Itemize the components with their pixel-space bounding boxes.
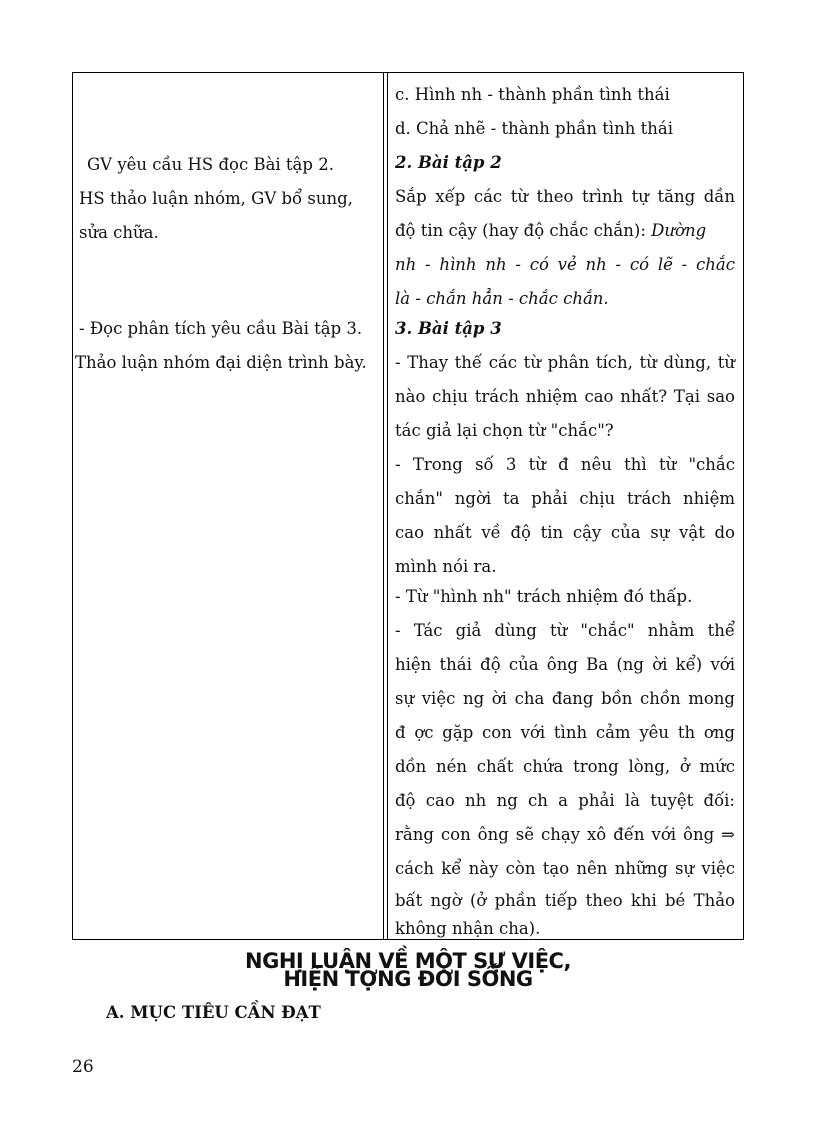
lesson-table <box>72 72 744 940</box>
column-divider-inner <box>387 73 388 939</box>
exercise-3-line: dồn nén chất chứa trong lòng, ở mức <box>395 757 735 776</box>
exercise-2-italic-line: là - chắn hẳn - chắc chắn. <box>395 289 609 308</box>
exercise-2-title: 2. Bài tập 2 <box>395 153 502 172</box>
left-text-line: - Đọc phân tích yêu cầu Bài tập 3. <box>79 319 363 338</box>
exercise-3-line: độ cao nh ng ch a phải là tuyệt đối: <box>395 791 735 810</box>
exercise-3-line: cao nhất về độ tin cậy của sự vật do <box>395 523 735 542</box>
exercise-3-line: mình nói ra. <box>395 557 497 576</box>
exercise-3-line: tác giả lại chọn từ "chắc"? <box>395 421 614 440</box>
exercise-3-line: rằng con ông sẽ chạy xô đến với ông ⇒ <box>395 825 735 844</box>
section-title-line-2: HIỆN TỢNG ĐỜI SỐNG <box>283 967 533 991</box>
exercise-3-line: đ ợc gặp con với tình cảm yêu th ơng <box>395 723 735 742</box>
left-text-line: sửa chữa. <box>79 223 159 242</box>
exercise-3-line: chắn" ngời ta phải chịu trách nhiệm <box>395 489 735 508</box>
exercise-3-line: hiện thái độ của ông Ba (ng ời kể) với <box>395 655 735 674</box>
exercise-3-line: - Từ "hình nh" trách nhiệm đó thấp. <box>395 587 693 606</box>
exercise-3-line: - Trong số 3 từ đ nêu thì từ "chắc <box>395 455 735 474</box>
exercise-3-line: - Tác giả dùng từ "chắc" nhằm thể <box>395 621 735 640</box>
exercise-2-italic-start: Dường <box>651 221 707 240</box>
column-divider <box>383 73 384 939</box>
item-d: d. Chả nhẽ - thành phần tình thái <box>395 119 674 138</box>
exercise-2-line <box>395 221 735 241</box>
section-title-line-1: NGHỊ LUẬN VỀ MỘT SỰ VIỆC, <box>245 949 571 973</box>
exercise-3-line: - Thay thế các từ phân tích, từ dùng, từ <box>395 353 735 372</box>
exercise-3-line: không nhận cha). <box>395 919 541 938</box>
exercise-3-line: nào chịu trách nhiệm cao nhất? Tại sao <box>395 387 735 406</box>
exercise-3-line: sự việc ng ời cha đang bồn chồn mong <box>395 689 735 708</box>
exercise-3-line: cách kể này còn tạo nên những sự việc <box>395 859 735 878</box>
exercise-3-line: bất ngờ (ở phần tiếp theo khi bé Thảo <box>395 891 735 910</box>
exercise-2-italic-line: nh - hình nh - có vẻ nh - có lẽ - chắc <box>395 255 735 274</box>
item-c: c. Hình nh - thành phần tình thái <box>395 85 670 104</box>
exercise-2-line-text: độ tin cậy (hay độ chắc chắn): <box>395 221 646 240</box>
exercise-2-line: Sắp xếp các từ theo trình tự tăng dần <box>395 187 735 206</box>
exercise-3-title: 3. Bài tập 3 <box>395 319 502 338</box>
left-text-line: GV yêu cầu HS đọc Bài tập 2. <box>87 155 334 174</box>
heading-objectives: A. MỤC TIÊU CẦN ĐẠT <box>106 1003 321 1022</box>
page-number: 26 <box>72 1057 94 1077</box>
left-text-line: Thảo luận nhóm đại diện trình bày. <box>75 353 367 372</box>
left-text-line: HS thảo luận nhóm, GV bổ sung, <box>79 189 353 208</box>
